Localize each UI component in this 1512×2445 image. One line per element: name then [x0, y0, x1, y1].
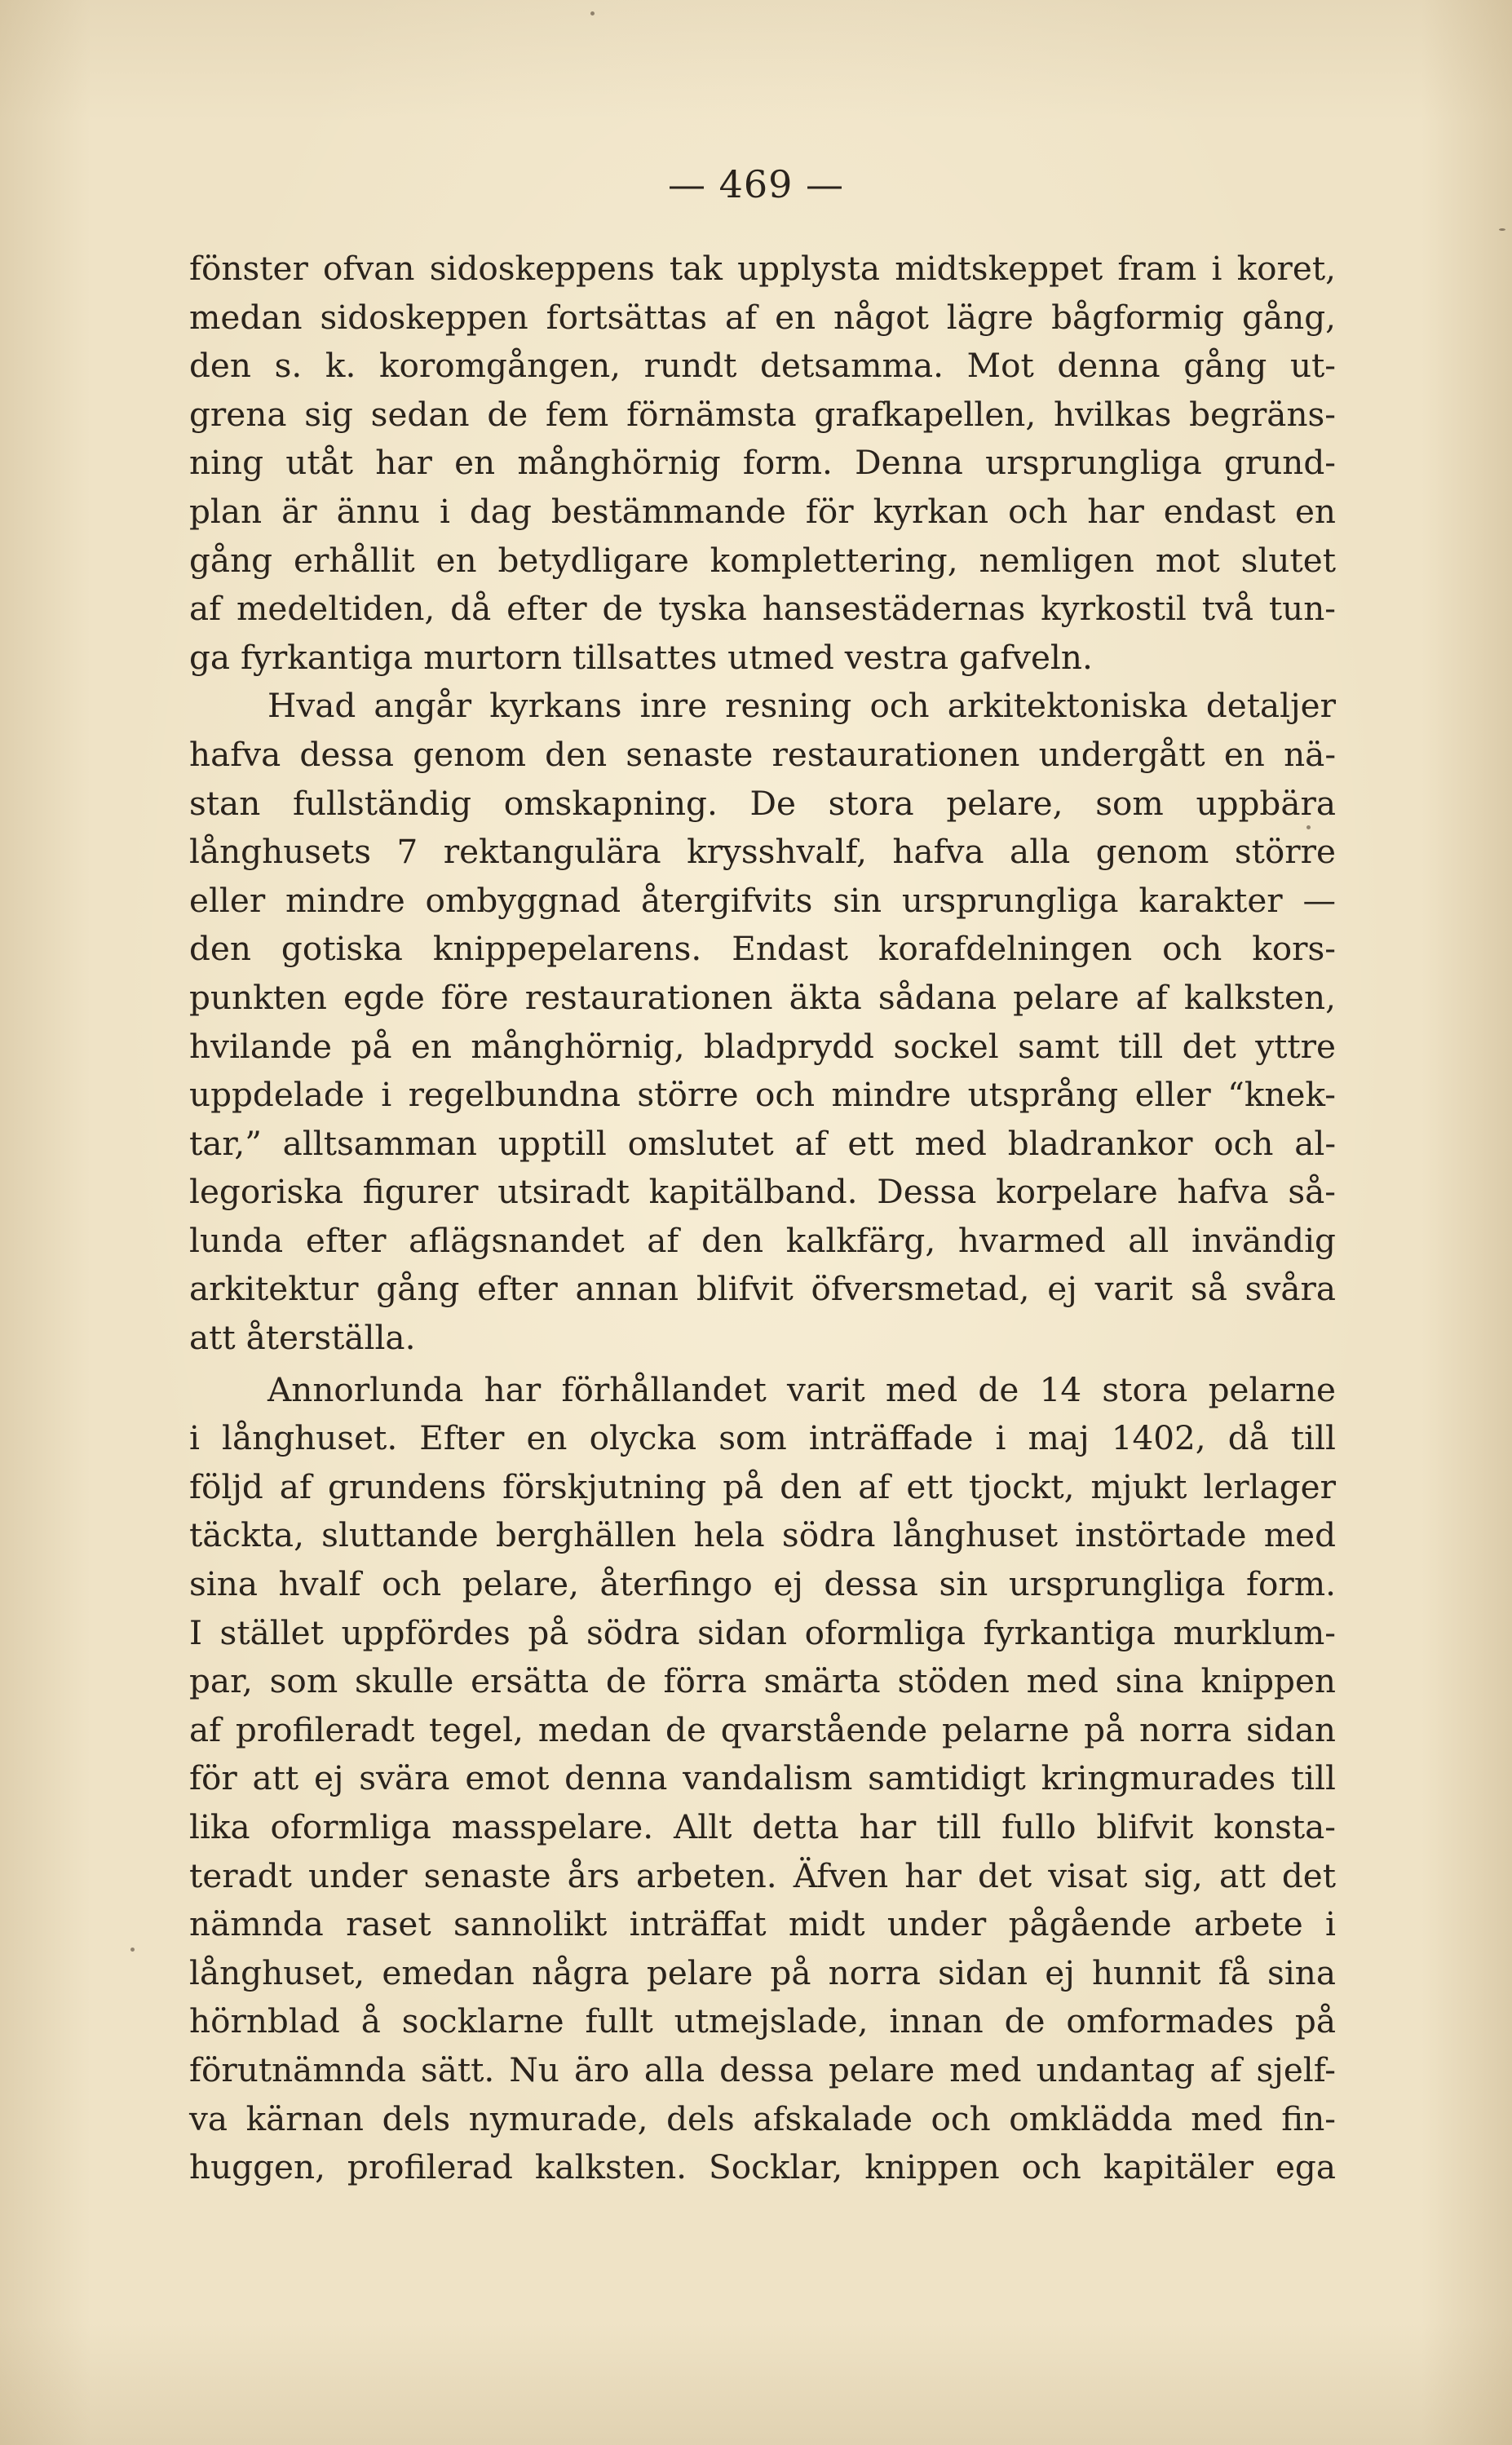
paragraph	[189, 1366, 1336, 2192]
text-line: lunda efter aflägsnandet af den kalkfärg, hvarmed all invändig	[189, 1220, 1336, 1260]
text-line: par, som skulle ersätta de förra smärta stöden med sina knippen	[189, 1661, 1336, 1701]
text-line: gång erhållit en betydligare komplettering, nemligen mot slutet	[189, 540, 1336, 580]
text-line: sina hvalf och pelare, återfingo ej dessa sin ursprungliga form.	[189, 1564, 1336, 1604]
text-line: för att ej svära emot denna vandalism samtidigt kringmurades till	[189, 1758, 1336, 1798]
text-line: I stället uppfördes på södra sidan oformliga fyrkantiga murklum-	[189, 1612, 1336, 1652]
text-line: af medeltiden, då efter de tyska hansestädernas kyrkostil två tun-	[189, 589, 1336, 629]
text-line: ning utåt har en månghörnig form. Denna ursprungliga grund-	[189, 443, 1336, 483]
text-line: hörnblad å socklarne fullt utmejslade, innan de omformades på	[189, 2001, 1336, 2041]
text-line: hvilande på en månghörnig, bladprydd sockel samt till det yttre	[189, 1026, 1336, 1066]
text-line: uppdelade i regelbundna större och mindre utsprång eller “knek-	[189, 1075, 1336, 1115]
text-line: medan sidoskeppen fortsättas af en något lägre bågformig gång,	[189, 297, 1336, 337]
text-line: lika oformliga masspelare. Allt detta har till fullo blifvit konsta-	[189, 1807, 1336, 1846]
text-line: punkten egde före restaurationen äkta sådana pelare af kalksten,	[189, 977, 1336, 1017]
text-line: ga fyrkantiga murtorn tillsattes utmed vestra gafveln.	[189, 637, 1093, 677]
text-line: förutnämnda sätt. Nu äro alla dessa pelare med undantag af sjelf-	[189, 2049, 1336, 2089]
text-line: Annorlunda har förhållandet varit med de 14 stora pelarne	[267, 1369, 1336, 1409]
text-line: va kärnan dels nymurade, dels afskalade och omklädda med fin-	[189, 2098, 1336, 2138]
paper-speck	[130, 1948, 135, 1952]
text-line: Hvad angår kyrkans inre resning och arkitektoniska detaljer	[267, 686, 1336, 726]
text-line: grena sig sedan de fem förnämsta grafkapellen, hvilkas begräns-	[189, 394, 1336, 434]
text-line: plan är ännu i dag bestämmande för kyrkan och har endast en	[189, 491, 1336, 531]
body-text	[189, 245, 1336, 2192]
text-line: af profileradt tegel, medan de qvarstående pelarne på norra sidan	[189, 1709, 1336, 1749]
text-line: huggen, profilerad kalksten. Socklar, knippen och kapitäler ega	[189, 2147, 1336, 2187]
text-line: den gotiska knippepelarens. Endast korafdelningen och kors-	[189, 929, 1336, 969]
text-line: täckta, sluttande berghällen hela södra långhuset instörtade med	[189, 1515, 1336, 1555]
text-line: nämnda raset sannolikt inträffat midt under pågående arbete i	[189, 1904, 1336, 1944]
text-line: legoriska figurer utsiradt kapitälband. Dessa korpelare hafva så-	[189, 1172, 1336, 1212]
text-line: att återställa.	[189, 1318, 416, 1358]
text-line: arkitektur gång efter annan blifvit öfversmetad, ej varit så svåra	[189, 1269, 1336, 1309]
paper-speck	[590, 11, 595, 15]
paper-speck	[1499, 228, 1505, 231]
paragraph	[189, 245, 1336, 682]
text-line: fönster ofvan sidoskeppens tak upplysta midtskeppet fram i koret,	[189, 249, 1336, 288]
text-line: följd af grundens förskjutning på den af ett tjockt, mjukt lerlager	[189, 1466, 1336, 1506]
text-line: stan fullständig omskapning. De stora pelare, som uppbära	[189, 783, 1336, 823]
text-line: den s. k. koromgången, rundt detsamma. Mot denna gång ut-	[189, 346, 1336, 386]
text-line: tar,” alltsamman upptill omslutet af ett med bladrankor och al-	[189, 1123, 1336, 1163]
text-line: eller mindre ombyggnad återgifvits sin ursprungliga karakter —	[189, 880, 1336, 920]
text-line: långhuset, emedan några pelare på norra sidan ej hunnit få sina	[189, 1952, 1336, 1992]
text-line: i långhuset. Efter en olycka som inträffade i maj 1402, då till	[189, 1418, 1336, 1458]
paragraph	[189, 682, 1336, 1362]
page-number: — 469 —	[667, 162, 845, 206]
text-line: teradt under senaste års arbeten. Äfven har det visat sig, att det	[189, 1855, 1336, 1895]
text-line: långhusets 7 rektangulära krysshvalf, hafva alla genom större	[189, 832, 1336, 872]
text-line: hafva dessa genom den senaste restaurationen undergått en nä-	[189, 734, 1336, 774]
